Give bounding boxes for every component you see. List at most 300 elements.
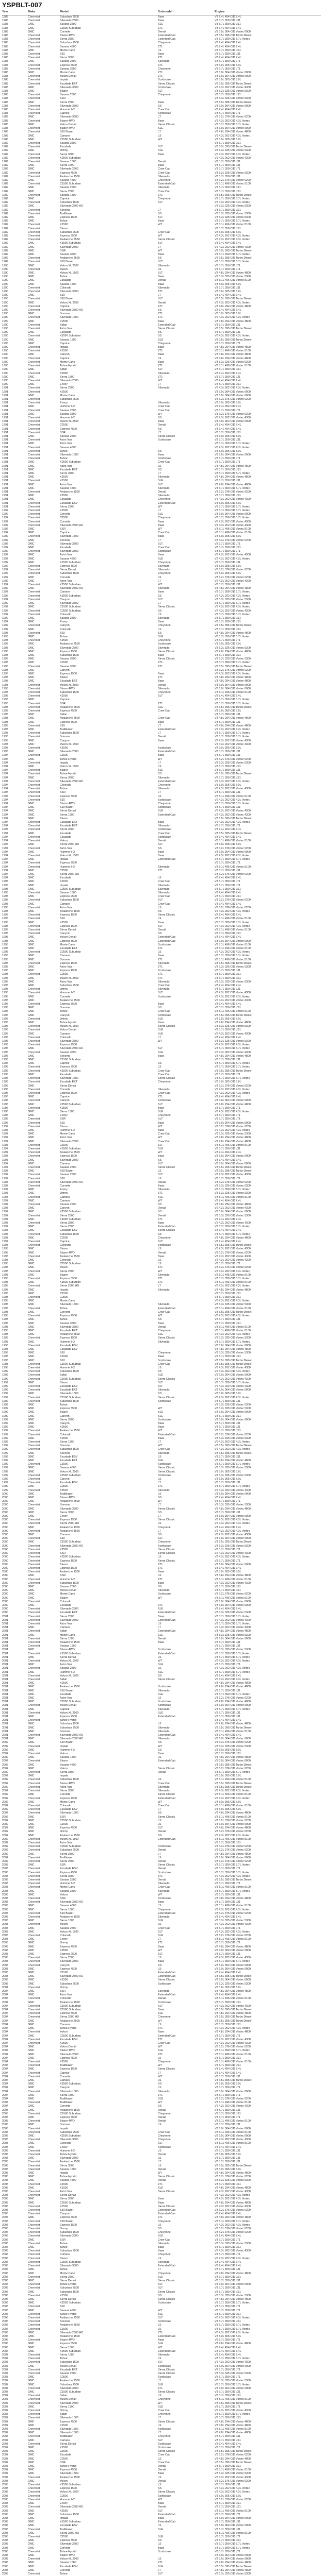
cell-model: Canyon bbox=[60, 1421, 70, 1425]
table-row bbox=[2, 650, 321, 654]
table-row bbox=[2, 642, 321, 646]
cell-submodel: Scottsdale bbox=[158, 995, 171, 998]
cell-engine: V8 5.7L 350 CID LS1 bbox=[215, 2290, 241, 2294]
table-row bbox=[2, 851, 321, 854]
cell-submodel: Base bbox=[158, 672, 165, 675]
cell-make: GMC bbox=[28, 1603, 35, 1607]
cell-submodel: Cheyenne bbox=[158, 1236, 171, 1240]
cell-year: 1988 bbox=[2, 56, 8, 60]
cell-submodel bbox=[158, 1774, 215, 1778]
cell-submodel: LS bbox=[158, 1667, 161, 1670]
cell-engine: V8 5.7L 350 CID L31 bbox=[215, 2149, 241, 2153]
cell-year: 1999 bbox=[2, 1377, 8, 1381]
cell-year: 1989 bbox=[2, 167, 8, 171]
cell-year: 2001 bbox=[2, 1652, 8, 1655]
cell-make: Chevrolet bbox=[28, 223, 40, 227]
table-row bbox=[2, 1734, 321, 1737]
cell-year: 2001 bbox=[2, 1682, 8, 1685]
cell-make: GMC bbox=[28, 23, 35, 26]
cell-submodel: Silverado bbox=[158, 2353, 170, 2357]
cell-make: GMC bbox=[28, 1310, 35, 1314]
cell-model: K1500 bbox=[60, 2205, 68, 2208]
cell-engine: V8 5.3L 325 CID Vortec 5300 bbox=[215, 1351, 251, 1355]
cell-year: 2004 bbox=[2, 2071, 8, 2075]
cell-submodel bbox=[158, 1682, 215, 1685]
cell-engine: V8 7.4L 454 CID 7.4L bbox=[215, 405, 241, 409]
cell-submodel: Base bbox=[158, 53, 165, 56]
cell-year: 1994 bbox=[2, 854, 8, 857]
cell-make: GMC bbox=[28, 1192, 35, 1195]
cell-year: 1996 bbox=[2, 1032, 8, 1036]
table-row bbox=[2, 676, 321, 680]
cell-engine: V6 4.3L 262 CID Vortec 4300 bbox=[215, 1173, 251, 1177]
cell-model: Silverado 3500 bbox=[60, 602, 78, 605]
cell-year: 1994 bbox=[2, 794, 8, 798]
cell-year: 2004 bbox=[2, 1986, 8, 1989]
cell-submodel: LT bbox=[158, 245, 161, 249]
cell-year: 1991 bbox=[2, 453, 8, 456]
cell-model: K2500 Suburban bbox=[60, 1210, 81, 1214]
cell-make: GMC bbox=[28, 661, 35, 665]
table-row bbox=[2, 2394, 321, 2398]
cell-submodel: Denali bbox=[158, 2505, 166, 2509]
cell-make: GMC bbox=[28, 605, 35, 609]
cell-engine: V8 5.7L 350 CID LS1 bbox=[215, 1321, 241, 1325]
table-row bbox=[2, 1415, 321, 1418]
cell-submodel: LS bbox=[158, 1967, 161, 1971]
cell-engine: V6 4.3L 262 CID Vortec 4300 bbox=[215, 553, 251, 557]
cell-engine: V8 4.8L 294 CID Vortec 4800 bbox=[215, 346, 251, 349]
cell-year: 1992 bbox=[2, 598, 8, 601]
cell-engine: V8 6.0L 364 CID Vortec 6000 bbox=[215, 1388, 251, 1392]
cell-engine: V8 4.8L 294 CID Vortec 4800 bbox=[215, 1685, 251, 1689]
table-row bbox=[2, 1292, 321, 1296]
cell-engine: V8 6.2L 376 CID Vortec 6200 bbox=[215, 1911, 251, 1915]
table-row bbox=[2, 2316, 321, 2320]
table-row bbox=[2, 1808, 321, 1811]
table-row bbox=[2, 2101, 321, 2105]
cell-make: GMC bbox=[28, 1589, 35, 1592]
cell-year: 1999 bbox=[2, 1470, 8, 1473]
table-row bbox=[2, 962, 321, 965]
table-row bbox=[2, 275, 321, 279]
cell-submodel: LS bbox=[158, 1722, 161, 1726]
cell-year: 2005 bbox=[2, 2123, 8, 2127]
table-row bbox=[2, 130, 321, 134]
cell-submodel: Scottsdale bbox=[158, 2550, 171, 2553]
table-row bbox=[2, 1811, 321, 1815]
cell-model: Suburban 2500 bbox=[60, 230, 79, 234]
cell-submodel: Crew Cab bbox=[158, 984, 170, 988]
table-row bbox=[2, 553, 321, 557]
cell-submodel: SLT bbox=[158, 215, 163, 219]
table-row bbox=[2, 260, 321, 264]
cell-submodel: Base bbox=[158, 2197, 165, 2201]
cell-year: 2004 bbox=[2, 2045, 8, 2049]
cell-year: 1996 bbox=[2, 1084, 8, 1088]
cell-model: Astro Van bbox=[60, 1785, 72, 1789]
cell-make: Chevrolet bbox=[28, 861, 40, 865]
cell-make: Chevrolet bbox=[28, 119, 40, 123]
table-row bbox=[2, 1351, 321, 1355]
cell-make: Chevrolet bbox=[28, 1448, 40, 1451]
cell-year: 1995 bbox=[2, 946, 8, 950]
cell-model: Tahoe bbox=[60, 2572, 68, 2575]
cell-model: S10 bbox=[60, 53, 65, 56]
cell-year: 2007 bbox=[2, 2468, 8, 2472]
cell-make: GMC bbox=[28, 1730, 35, 1733]
table-row bbox=[2, 1077, 321, 1080]
cell-engine: V8 5.7L 350 CID L31 bbox=[215, 1689, 241, 1692]
cell-engine: V8 5.7L 350 CID 5.7L Vortec bbox=[215, 613, 250, 616]
cell-engine: V8 7.4L 454 CID 7.4L bbox=[215, 2353, 241, 2357]
cell-make: Chevrolet bbox=[28, 1759, 40, 1763]
cell-model: Silverado 3500 bbox=[60, 550, 78, 553]
cell-make: Chevrolet bbox=[28, 1296, 40, 1299]
table-row bbox=[2, 64, 321, 67]
cell-make: GMC bbox=[28, 1199, 35, 1202]
cell-make: GMC bbox=[28, 2553, 35, 2557]
cell-submodel: WT bbox=[158, 2172, 163, 2175]
cell-submodel: LS bbox=[158, 2357, 161, 2361]
cell-engine: V8 5.7L 350 CID L31 bbox=[215, 2483, 241, 2487]
cell-model: Express 1500 bbox=[60, 1518, 77, 1522]
cell-model: Avalanche 1500 bbox=[60, 1529, 80, 1533]
cell-make: GMC bbox=[28, 275, 35, 279]
cell-submodel: Z71 bbox=[158, 2386, 163, 2390]
table-row bbox=[2, 2487, 321, 2490]
cell-model: Silverado 3500 bbox=[60, 1960, 78, 1963]
cell-submodel: SLT bbox=[158, 598, 163, 601]
cell-model: Trailblazer bbox=[60, 2101, 73, 2105]
cell-year: 2008 bbox=[2, 2479, 8, 2483]
cell-model: Silverado 2500 bbox=[60, 19, 78, 23]
cell-submodel: SLE bbox=[158, 127, 164, 130]
cell-submodel: LT bbox=[158, 2268, 161, 2272]
table-row bbox=[2, 2328, 321, 2331]
cell-year: 2006 bbox=[2, 2234, 8, 2238]
cell-submodel: Base bbox=[158, 2546, 165, 2550]
table-row bbox=[2, 787, 321, 791]
table-row bbox=[2, 1778, 321, 1782]
cell-submodel: Z71 bbox=[158, 63, 163, 67]
cell-model: Jimmy bbox=[60, 2227, 68, 2231]
cell-engine: V8 5.0L 305 CID 5.0L bbox=[215, 434, 241, 438]
cell-model: Caprice bbox=[60, 197, 70, 200]
cell-make: Chevrolet bbox=[28, 913, 40, 917]
cell-submodel: SLT bbox=[158, 1143, 163, 1147]
cell-engine: V8 6.0L 364 CID Vortec 6000 bbox=[215, 2090, 251, 2093]
cell-engine: V8 5.3L 325 CID Vortec 5300 bbox=[215, 1403, 251, 1406]
cell-make: GMC bbox=[28, 2093, 35, 2097]
table-row bbox=[2, 1634, 321, 1637]
cell-model: Jimmy bbox=[60, 1941, 68, 1945]
table-row bbox=[2, 680, 321, 683]
table-row bbox=[2, 409, 321, 413]
cell-submodel: Z71 bbox=[158, 869, 163, 872]
cell-model: Astro Van bbox=[60, 1663, 72, 1667]
table-row bbox=[2, 1578, 321, 1582]
cell-model: Sierra 3500 bbox=[60, 1852, 74, 1856]
cell-engine: V8 6.0L 364 CID Vortec 6000 bbox=[215, 513, 251, 516]
cell-make: Chevrolet bbox=[28, 323, 40, 327]
table-row bbox=[2, 809, 321, 813]
cell-year: 2000 bbox=[2, 1574, 8, 1578]
cell-make: GMC bbox=[28, 1054, 35, 1058]
table-row bbox=[2, 2439, 321, 2443]
cell-engine: V6 4.3L 262 CID Vortec 4300 bbox=[215, 787, 251, 791]
cell-submodel: Denali bbox=[158, 2120, 166, 2123]
cell-engine: V8 4.8L 294 CID Vortec 4800 bbox=[215, 1852, 251, 1856]
cell-make: Chevrolet bbox=[28, 1986, 40, 1989]
cell-year: 2006 bbox=[2, 2279, 8, 2282]
cell-year: 2004 bbox=[2, 1990, 8, 1993]
cell-engine: V8 5.3L 325 CID Vortec 5300 bbox=[215, 657, 251, 661]
cell-engine: V8 5.7L 350 CID LS1 bbox=[215, 141, 241, 145]
cell-make: Chevrolet bbox=[28, 1882, 40, 1886]
cell-submodel: Crew Cab bbox=[158, 1140, 170, 1143]
cell-submodel: SLT bbox=[158, 201, 163, 205]
cell-submodel: LS bbox=[158, 2223, 161, 2227]
cell-engine: V8 5.7L 350 CID 5.7L Vortec bbox=[215, 1340, 250, 1344]
cell-submodel: Extended Cab bbox=[158, 34, 176, 38]
cell-model: Express 3500 bbox=[60, 1277, 77, 1281]
table-row bbox=[2, 2495, 321, 2498]
table-row bbox=[2, 2490, 321, 2494]
cell-year: 2001 bbox=[2, 1715, 8, 1719]
cell-engine: V8 5.3L 325 CID Vortec 5300 bbox=[215, 761, 251, 765]
cell-engine: V8 6.2L 376 CID Vortec 6200 bbox=[215, 1741, 251, 1744]
table-row bbox=[2, 1540, 321, 1544]
cell-year: 2006 bbox=[2, 2231, 8, 2234]
cell-model: K2500 Suburban bbox=[60, 2134, 81, 2138]
cell-model: Sierra 2500 bbox=[60, 190, 74, 193]
cell-model: Colorado bbox=[60, 1600, 71, 1603]
cell-model: Escalade EXT bbox=[60, 468, 78, 471]
cell-engine: V8 5.7L 350 CID L31 bbox=[215, 1901, 241, 1904]
cell-model: Sierra 3500 bbox=[60, 1874, 74, 1878]
cell-engine: V8 5.7L 350 CID LT1 bbox=[215, 2253, 241, 2257]
cell-engine: V8 6.2L 376 CID Vortec 6200 bbox=[215, 1849, 251, 1852]
cell-engine: V8 8.1L 496 CID Vortec 8100 bbox=[215, 531, 251, 535]
cell-model: Caprice bbox=[60, 357, 70, 360]
cell-submodel: Base bbox=[158, 1222, 165, 1225]
table-row bbox=[2, 561, 321, 565]
cell-submodel: SS bbox=[158, 1318, 162, 1321]
cell-make: GMC bbox=[28, 1648, 35, 1652]
cell-make: Chevrolet bbox=[28, 1240, 40, 1244]
cell-make: Chevrolet bbox=[28, 705, 40, 709]
cell-make: Chevrolet bbox=[28, 2572, 40, 2575]
cell-engine: V8 5.7L 350 CID L31 bbox=[215, 160, 241, 163]
cell-make: Chevrolet bbox=[28, 1473, 40, 1477]
cell-engine: V6 4.3L 262 CID 4.3L Vortec bbox=[215, 1874, 250, 1878]
table-row bbox=[2, 761, 321, 765]
cell-model: Sonoma bbox=[60, 208, 71, 212]
cell-submodel: Z71 bbox=[158, 71, 163, 75]
cell-make: GMC bbox=[28, 909, 35, 913]
cell-model: S10 Blazer bbox=[60, 1170, 74, 1173]
table-row bbox=[2, 1032, 321, 1036]
cell-submodel: Cheyenne bbox=[158, 1329, 171, 1332]
cell-submodel: SLT bbox=[158, 90, 163, 93]
cell-engine: V8 8.1L 496 CID Vortec 8100 bbox=[215, 364, 251, 368]
cell-year: 2007 bbox=[2, 2416, 8, 2420]
table-row bbox=[2, 1953, 321, 1956]
cell-submodel: Base bbox=[158, 1255, 165, 1258]
cell-submodel: SLE bbox=[158, 635, 164, 638]
cell-year: 2007 bbox=[2, 2401, 8, 2405]
cell-make: Chevrolet bbox=[28, 1615, 40, 1618]
cell-model: Silverado 3500 bbox=[60, 86, 78, 89]
cell-make: GMC bbox=[28, 776, 35, 779]
cell-model: Blazer bbox=[60, 817, 68, 820]
table-row bbox=[2, 1222, 321, 1225]
cell-engine: V8 8.1L 496 CID Vortec 8100 bbox=[215, 1010, 251, 1013]
cell-submodel: Denali bbox=[158, 1207, 166, 1210]
cell-make: Chevrolet bbox=[28, 779, 40, 783]
cell-model: Tahoe bbox=[60, 1307, 68, 1310]
cell-year: 1993 bbox=[2, 698, 8, 702]
cell-year: 1997 bbox=[2, 1203, 8, 1206]
cell-model: Silverado 2500 bbox=[60, 2157, 78, 2160]
cell-make: Chevrolet bbox=[28, 1399, 40, 1403]
table-row bbox=[2, 861, 321, 865]
table-row bbox=[2, 1444, 321, 1448]
table-row bbox=[2, 2153, 321, 2157]
cell-year: 1989 bbox=[2, 178, 8, 182]
cell-engine: V8 5.7L 350 CID LS1 bbox=[215, 628, 241, 631]
cell-make: GMC bbox=[28, 2023, 35, 2026]
cell-model: Silverado 1500 bbox=[60, 1392, 78, 1396]
cell-model: Express 2500 bbox=[60, 1715, 77, 1719]
cell-year: 2008 bbox=[2, 2543, 8, 2546]
table-row bbox=[2, 476, 321, 479]
table-row bbox=[2, 2532, 321, 2535]
cell-engine: V8 6.5L 395 CID Turbo Diesel bbox=[215, 249, 252, 252]
cell-model: SSR bbox=[60, 1815, 66, 1819]
cell-make: Chevrolet bbox=[28, 38, 40, 41]
cell-engine: V8 4.8L 294 CID Vortec 4800 bbox=[215, 2030, 251, 2034]
cell-model: Hummer H2 bbox=[60, 416, 75, 419]
cell-year: 2007 bbox=[2, 2472, 8, 2476]
cell-engine: V8 8.1L 496 CID Vortec 8100 bbox=[215, 2053, 251, 2056]
cell-engine: V6 4.3L 262 CID 4.3L Vortec bbox=[215, 594, 250, 598]
cell-submodel: Crew Cab bbox=[158, 880, 170, 884]
cell-submodel: SLT bbox=[158, 1173, 163, 1177]
cell-engine: V8 5.3L 325 CID Vortec 5300 bbox=[215, 1466, 251, 1470]
table-row bbox=[2, 1122, 321, 1125]
cell-year: 2004 bbox=[2, 2004, 8, 2008]
cell-make: GMC bbox=[28, 2543, 35, 2546]
table-row bbox=[2, 795, 321, 799]
cell-model: Silverado 1500 bbox=[60, 2090, 78, 2093]
cell-model: Sierra 3500 bbox=[60, 1511, 74, 1514]
cell-year: 2006 bbox=[2, 2294, 8, 2297]
cell-engine: V6 4.3L 262 CID Vortec 4300 bbox=[215, 2138, 251, 2142]
cell-model: Yukon bbox=[60, 1923, 68, 1926]
cell-make: Chevrolet bbox=[28, 416, 40, 419]
cell-submodel: LT bbox=[158, 1036, 161, 1039]
cell-year: 1999 bbox=[2, 1455, 8, 1459]
cell-submodel: SS bbox=[158, 1370, 162, 1374]
cell-submodel: SLT bbox=[158, 1826, 163, 1830]
cell-model: Savana 2500 bbox=[60, 2371, 76, 2375]
cell-submodel: LT bbox=[158, 602, 161, 605]
cell-submodel: SS bbox=[158, 427, 162, 431]
table-row bbox=[2, 272, 321, 275]
cell-engine: V8 7.4L 454 CID 7.4L bbox=[215, 936, 241, 939]
cell-submodel: Crew Cab bbox=[158, 546, 170, 550]
cell-engine: V8 5.7L 350 CID LT1 bbox=[215, 861, 241, 865]
cell-year: 1997 bbox=[2, 1184, 8, 1188]
cell-submodel: Cheyenne bbox=[158, 2112, 171, 2115]
cell-engine: V8 6.0L 364 CID Vortec 6000 bbox=[215, 1822, 251, 1826]
table-row bbox=[2, 2513, 321, 2517]
cell-submodel: SLE bbox=[158, 2565, 164, 2568]
cell-make: Chevrolet bbox=[28, 1771, 40, 1774]
cell-model: Suburban 1500 bbox=[60, 732, 79, 735]
cell-submodel: Base bbox=[158, 1106, 165, 1110]
table-row bbox=[2, 2450, 321, 2453]
cell-make: GMC bbox=[28, 48, 35, 52]
cell-model: Monte Carlo bbox=[60, 1800, 75, 1804]
cell-engine: V8 5.7L 350 CID 5.7L Vortec bbox=[215, 2049, 250, 2053]
cell-make: Chevrolet bbox=[28, 2416, 40, 2420]
cell-engine: V8 6.2L 376 CID Vortec 6200 bbox=[215, 2227, 251, 2231]
cell-year: 1996 bbox=[2, 1036, 8, 1039]
cell-model: Silverado 2500 HD bbox=[60, 1047, 84, 1050]
table-row bbox=[2, 101, 321, 105]
cell-make: Chevrolet bbox=[28, 1849, 40, 1852]
cell-year: 1993 bbox=[2, 680, 8, 683]
cell-submodel: Silverado bbox=[158, 1589, 170, 1592]
table-row bbox=[2, 1997, 321, 2001]
cell-model: Trailblazer bbox=[60, 2435, 73, 2438]
table-row bbox=[2, 2190, 321, 2194]
cell-make: GMC bbox=[28, 765, 35, 769]
cell-submodel: Sierra Classic bbox=[158, 1978, 175, 1982]
cell-year: 1991 bbox=[2, 483, 8, 486]
cell-make: GMC bbox=[28, 946, 35, 950]
cell-model: S10 Blazer bbox=[60, 260, 74, 264]
cell-model: Silverado 1500 bbox=[60, 1077, 78, 1080]
cell-make: Chevrolet bbox=[28, 208, 40, 212]
cell-make: GMC bbox=[28, 312, 35, 316]
cell-model: K2500 Suburban bbox=[60, 461, 81, 464]
cell-engine: V8 5.7L 350 CID L31 bbox=[215, 1640, 241, 1644]
cell-submodel: WT bbox=[158, 1444, 163, 1448]
cell-make: Chevrolet bbox=[28, 2071, 40, 2075]
cell-make: Chevrolet bbox=[28, 141, 40, 145]
cell-engine: V8 6.5L 395 CID Turbo Diesel bbox=[215, 1451, 252, 1455]
cell-year: 2006 bbox=[2, 2272, 8, 2275]
cell-make: Chevrolet bbox=[28, 438, 40, 442]
cell-model: Savana 4500 bbox=[60, 1466, 76, 1470]
cell-year: 2003 bbox=[2, 1923, 8, 1926]
cell-make: GMC bbox=[28, 205, 35, 208]
cell-make: Chevrolet bbox=[28, 1859, 40, 1863]
cell-engine: V6 4.3L 262 CID Vortec 4300 bbox=[215, 1222, 251, 1225]
cell-model: Tahoe bbox=[60, 2357, 68, 2361]
cell-engine: V8 4.8L 294 CID Vortec 4800 bbox=[215, 1682, 251, 1685]
cell-engine: V8 5.0L 305 CID 5.0L bbox=[215, 2153, 241, 2156]
table-row bbox=[2, 1867, 321, 1871]
cell-year: 1994 bbox=[2, 776, 8, 779]
table-row bbox=[2, 1993, 321, 1997]
cell-engine: V8 5.7L 350 CID LT1 bbox=[215, 1941, 241, 1945]
cell-model: Canyon bbox=[60, 353, 70, 357]
